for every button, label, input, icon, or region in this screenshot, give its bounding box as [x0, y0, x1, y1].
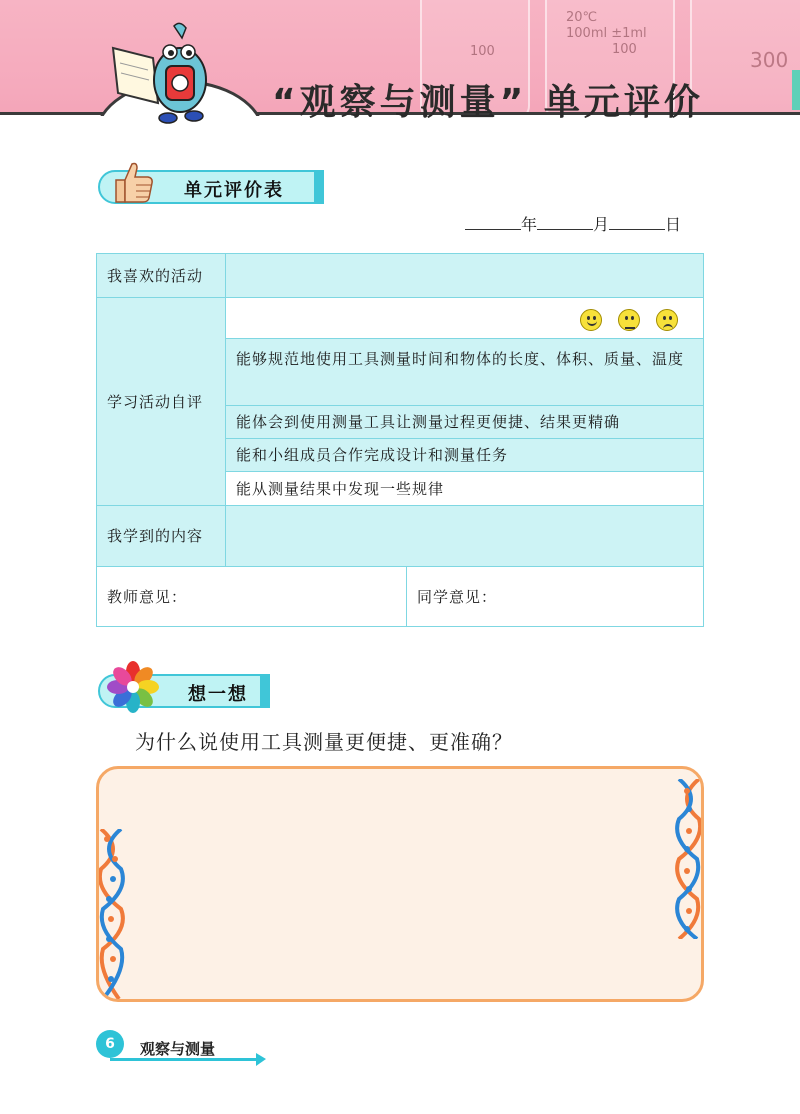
flower-icon [106, 660, 160, 714]
sad-face-icon[interactable] [656, 309, 678, 331]
page-number: 6 [96, 1030, 124, 1058]
beaker-mark: 100 [470, 44, 495, 59]
month-blank [537, 216, 593, 230]
question-text: 为什么说使用工具测量更便捷、更准确？ [135, 730, 513, 754]
self-eval-item: 能体会到使用测量工具让测量过程更便捷、结果更精确 [236, 413, 621, 431]
year-blank [465, 216, 521, 230]
learned-label: 我学到的内容 [107, 527, 204, 545]
favorite-activity-label: 我喜欢的活动 [107, 267, 204, 285]
section-label: 单元评价表 [184, 180, 284, 201]
page-title: “观察与测量” 单元评价 [272, 82, 704, 123]
teacher-opinion-cell[interactable] [96, 566, 407, 627]
day-blank [609, 216, 665, 230]
learned-answer-cell[interactable] [225, 505, 704, 567]
beaker-mark: 100 [612, 42, 637, 57]
self-eval-item-row [225, 405, 704, 439]
beaker-mark: 20℃ [566, 10, 598, 25]
learned-label-cell [96, 505, 226, 567]
dna-decoration-icon [671, 779, 701, 939]
thumbs-up-icon [108, 158, 156, 206]
day-label: 日 [665, 215, 682, 234]
neutral-face-icon[interactable] [618, 309, 640, 331]
arrow-icon [110, 1058, 260, 1061]
dna-decoration-icon [99, 829, 129, 999]
section-header-evaluation [98, 170, 322, 204]
self-eval-item-row [225, 471, 704, 506]
self-eval-item-row [225, 438, 704, 472]
teacher-opinion-label: 教师意见： [107, 588, 188, 606]
beaker-mark: 100ml ±1ml [566, 26, 647, 41]
month-label: 月 [593, 215, 610, 234]
self-eval-label-cell [96, 297, 226, 506]
classmate-opinion-cell[interactable] [406, 566, 704, 627]
answer-box[interactable] [96, 766, 704, 1002]
footer-text: 观察与测量 [140, 1040, 216, 1058]
self-eval-item: 能和小组成员合作完成设计和测量任务 [236, 446, 509, 464]
section-label: 想一想 [188, 684, 248, 705]
favorite-activity-answer-cell[interactable] [225, 253, 704, 298]
self-eval-item: 能从测量结果中发现一些规律 [236, 480, 445, 498]
beaker-mark: 300 [750, 48, 789, 72]
classmate-opinion-label: 同学意见： [417, 588, 498, 606]
mascot-illustration [108, 18, 218, 128]
happy-face-icon[interactable] [580, 309, 602, 331]
self-eval-item-row [225, 338, 704, 406]
section-header-think [98, 674, 268, 708]
date-line [465, 212, 681, 235]
decoration [792, 70, 800, 110]
self-eval-label: 学习活动自评 [107, 393, 204, 411]
year-label: 年 [521, 215, 538, 234]
self-eval-item: 能够规范地使用工具测量时间和物体的长度、体积、质量、温度 [236, 350, 685, 368]
favorite-activity-label-cell [96, 253, 226, 298]
